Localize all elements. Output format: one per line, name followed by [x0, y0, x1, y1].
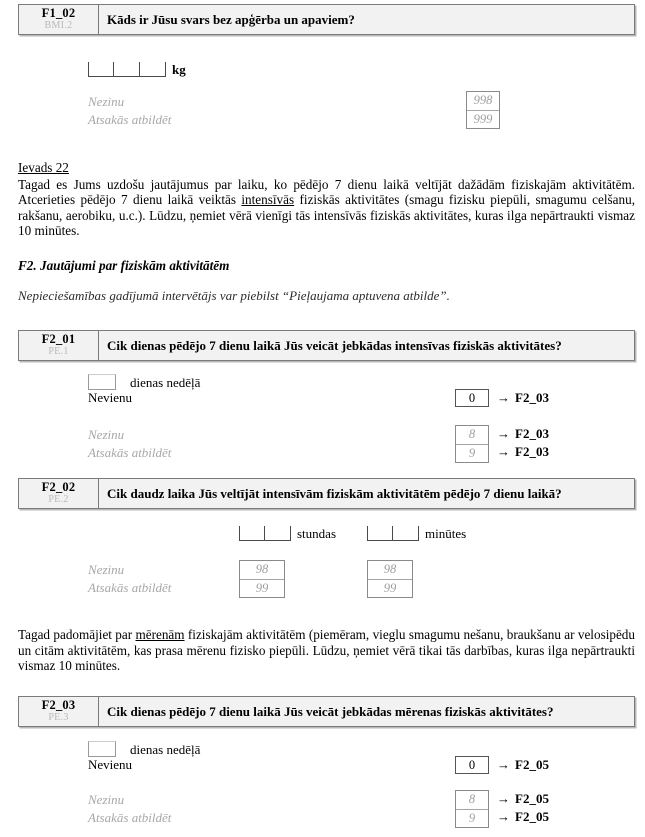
question-text-f2-02: Cik daudz laika Jūs veltījāt intensīvām fiziskām aktivitātēm pēdējo 7 dienu laikā? [99, 479, 634, 508]
weight-digit-cell[interactable] [114, 62, 140, 77]
days-input-f2-01[interactable] [88, 374, 200, 390]
code-stack-minutes-f2-02[interactable] [367, 560, 413, 598]
arrow-icon: → [497, 426, 510, 441]
minutes-digit-cells[interactable] [367, 526, 419, 541]
question-text-f1-02: Kāds ir Jūsu svars bez apģērba un apaviem? [99, 5, 634, 34]
code-stack-hours-f2-02[interactable] [239, 560, 285, 598]
section-title-f2: F2. Jautājumi par fiziskām aktivitātēm [18, 258, 230, 273]
code-value-999[interactable]: 999 [467, 110, 499, 128]
goto-target-label: F2_03 [515, 390, 549, 405]
interviewer-note: Nepieciešamības gadījumā intervētājs var piebilst “Pieļaujama aptuvena atbilde”. [18, 288, 450, 303]
intro-22-body [18, 177, 635, 239]
days-digit-cell[interactable] [88, 741, 116, 757]
question-subcode-label: PE.1 [48, 346, 69, 357]
intro-22-body-part1: Tagad es Jums uzdošu jautājumus par laiku, ko pēdējo 7 dienu laikā veltījāt dažādām fiziskajām aktivitātēm. Atcerieties pēdējo 7 dienu laikā veiktās [18, 176, 635, 208]
arrow-icon: → [497, 809, 510, 824]
code-stack-f2-03[interactable] [455, 790, 489, 828]
minutes-digit-cell[interactable] [393, 526, 419, 541]
dont-know-label-f2-03: Nezinu [88, 792, 125, 807]
moderate-body-part2: fiziskajām aktivitātēm (piemēram, vieglu smagumu nešanu, braukšanu ar velosipēdu un citām aktivitātēm, kas prasa mērenu fizisko piepūli. Lūdzu, ņemiet vērā tikai tās darbības, kuras ilga nepārtraukti vismaz 10 minūtes. [18, 627, 635, 674]
weight-digit-cell[interactable] [140, 62, 166, 77]
refused-label-f2-01: Atsakās atbildēt [88, 445, 172, 460]
question-code-f2-01 [19, 331, 99, 360]
moderate-activity-block [18, 627, 635, 674]
weight-digit-cell[interactable] [88, 62, 114, 77]
question-code-label: F2_01 [41, 332, 76, 346]
days-input-f2-03[interactable] [88, 741, 200, 757]
intro-22-title: Ievads 22 [18, 160, 69, 175]
code-value-98-minutes[interactable]: 98 [383, 562, 397, 576]
goto-f2-03-dont-know [497, 790, 549, 807]
hours-unit-label: stundas [297, 526, 336, 541]
minutes-input-f2-02[interactable] [367, 526, 466, 541]
question-block-f1-02 [18, 4, 635, 35]
none-label-f2-01: Nevienu [88, 390, 133, 405]
code-value-99-minutes[interactable]: 99 [368, 579, 412, 597]
goto-f2-03-none [497, 756, 549, 773]
arrow-icon: → [497, 791, 510, 806]
refused-label-f2-03: Atsakās atbildēt [88, 810, 172, 825]
intro-22-block [18, 160, 635, 239]
weight-digit-cells[interactable] [88, 62, 166, 77]
moderate-underlined-word: mērenām [135, 627, 185, 642]
hours-digit-cell[interactable] [265, 526, 291, 541]
hours-digit-cell[interactable] [239, 526, 265, 541]
goto-f2-03-refused [497, 808, 549, 825]
goto-target-label: F2_03 [515, 444, 549, 459]
code-value-9[interactable]: 9 [456, 444, 488, 462]
none-label-f2-03: Nevienu [88, 757, 133, 772]
code-stack-f1-02[interactable] [466, 91, 500, 129]
code-value-8[interactable]: 8 [468, 427, 476, 441]
goto-f2-01-none [497, 389, 549, 406]
refused-label-f1-02: Atsakās atbildēt [88, 112, 172, 127]
dont-know-label-f2-02: Nezinu [88, 562, 125, 577]
question-code-f1-02 [19, 5, 99, 34]
hours-digit-cells[interactable] [239, 526, 291, 541]
question-subcode-label: PE.2 [48, 494, 69, 505]
minutes-unit-label: minūtes [425, 526, 467, 541]
question-code-label: F1_02 [41, 6, 76, 20]
intro-22-body-part2: fiziskās aktivitātes (smagu fizisku piepūli, smagumu celšanu, rakšanu, aerobiku, u.c.). Lūdzu, ņemiet vērā vienīgi tās intensīvās fiziskās aktivitātes, kuras ilga nepārtraukti vismaz 10 minūtes. [18, 192, 635, 239]
question-block-f2-02 [18, 478, 635, 509]
question-block-f2-01 [18, 330, 635, 361]
goto-target-label: F2_05 [515, 809, 549, 824]
days-unit-label: dienas nedēļā [130, 742, 201, 757]
days-unit-label: dienas nedēļā [130, 375, 201, 390]
goto-target-label: F2_03 [515, 426, 549, 441]
dont-know-label-f2-01: Nezinu [88, 427, 125, 442]
moderate-body-part1: Tagad padomājiet par [18, 627, 136, 642]
question-code-f2-02 [19, 479, 99, 508]
days-digit-cell[interactable] [88, 374, 116, 390]
question-text-f2-01: Cik dienas pēdējo 7 dienu laikā Jūs veicāt jebkādas intensīvas fiziskās aktivitātes? [99, 331, 634, 360]
code-value-99-hours[interactable]: 99 [240, 579, 284, 597]
question-text-f2-03: Cik dienas pēdējo 7 dienu laikā Jūs veicāt jebkādas mērenas fiziskās aktivitātes? [99, 697, 634, 726]
question-code-f2-03 [19, 697, 99, 726]
question-block-f2-03 [18, 696, 635, 727]
weight-input-f1-02[interactable] [88, 62, 186, 77]
code-value-8[interactable]: 8 [468, 792, 476, 806]
code-value-998[interactable]: 998 [473, 93, 493, 107]
arrow-icon: → [497, 390, 510, 405]
question-subcode-label: PE.3 [48, 712, 69, 723]
goto-target-label: F2_05 [515, 791, 549, 806]
hours-input-f2-02[interactable] [239, 526, 336, 541]
question-subcode-label: BMI.2 [44, 20, 73, 31]
intro-22-underlined-word: intensīvās [241, 192, 295, 208]
code-value-9[interactable]: 9 [456, 809, 488, 827]
dont-know-label-f1-02: Nezinu [88, 94, 125, 109]
goto-target-label: F2_05 [515, 757, 549, 772]
code-stack-f2-01[interactable] [455, 425, 489, 463]
question-code-label: F2_03 [41, 698, 76, 712]
refused-label-f2-02: Atsakās atbildēt [88, 580, 172, 595]
code-value-0-f2-03[interactable]: 0 [455, 756, 489, 774]
code-value-0-f2-01[interactable]: 0 [455, 389, 489, 407]
moderate-activity-body [18, 627, 635, 674]
weight-unit-label: kg [172, 62, 186, 77]
question-code-label: F2_02 [41, 480, 76, 494]
arrow-icon: → [497, 444, 510, 459]
minutes-digit-cell[interactable] [367, 526, 393, 541]
code-value-98-hours[interactable]: 98 [255, 562, 269, 576]
arrow-icon: → [497, 757, 510, 772]
goto-f2-01-dont-know [497, 425, 549, 442]
goto-f2-01-refused [497, 443, 549, 460]
